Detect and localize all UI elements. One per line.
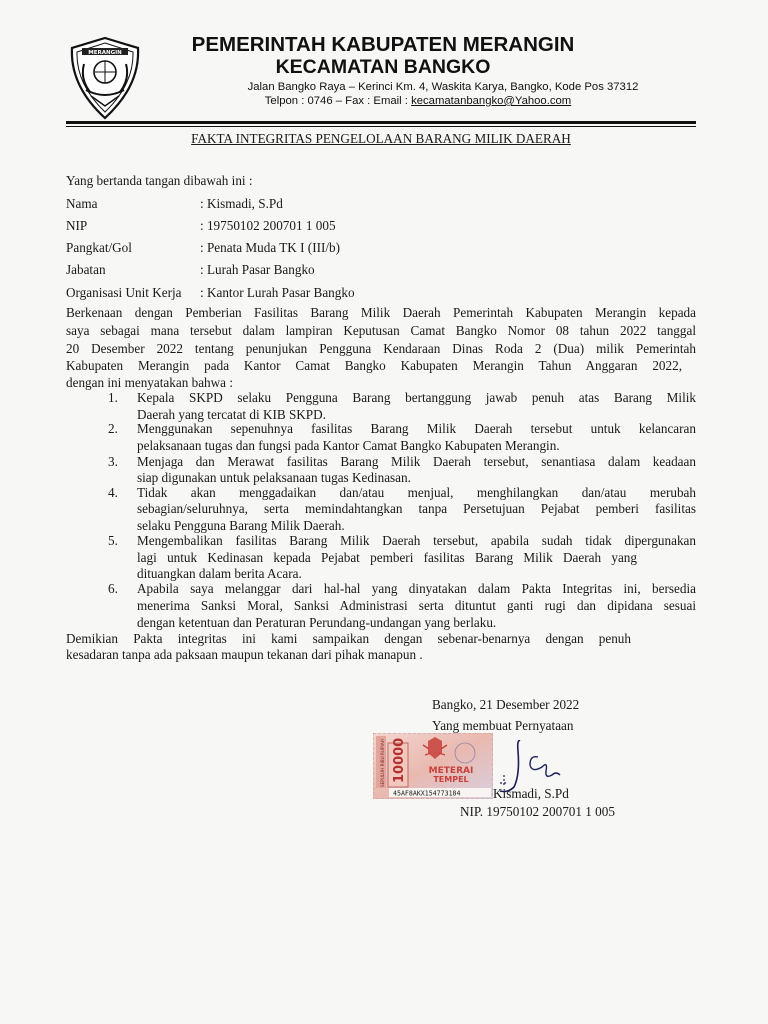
list-item-line: lagi untuk Kedinasan kepada Pejabat pemberi fasilitas Barang Milik Daerah yang — [137, 550, 637, 565]
list-number: 2. — [108, 421, 118, 436]
list-item-line: Tidak akan menggadaikan dan/atau menjual, menghilangkan dan/atau merubah — [137, 485, 696, 500]
list-number: 6. — [108, 581, 118, 596]
list-item-line: Kepala SKPD selaku Pengguna Barang bertanggung jawab penuh atas Barang Milik — [137, 390, 696, 405]
paragraph-line: Berkenaan dengan Pemberian Fasilitas Barang Milik Daerah Pemerintah Kabupaten Merangin kepada — [66, 305, 696, 320]
list-item-line: pelaksanaan tugas dan fungsi pada Kantor Camat Bangko Kabupaten Merangin. — [137, 438, 560, 453]
list-number: 3. — [108, 454, 118, 469]
field-value: : Kismadi, S.Pd — [200, 196, 283, 211]
letterhead-divider-thick — [66, 121, 696, 124]
signature-role: Yang membuat Pernyataan — [432, 718, 574, 733]
stamp-serial: 45AF8AKX154773184 — [393, 789, 461, 798]
closing-line: kesadaran tanpa ada paksaan maupun tekanan dari pihak manapun . — [66, 647, 423, 662]
document-title: FAKTA INTEGRITAS PENGELOLAAN BARANG MILIK DAERAH — [191, 131, 571, 146]
list-item-line: dengan ketentuan dan Peraturan Perundang-undangan yang berlaku. — [137, 615, 497, 630]
logo-text: MERANGIN — [88, 50, 122, 56]
field-value: : Kantor Lurah Pasar Bangko — [200, 285, 355, 300]
list-item-line: Daerah yang tercatat di KIB SKPD. — [137, 407, 326, 422]
stamp-label-1: METERAI — [428, 766, 474, 776]
letterhead-divider-thin — [66, 126, 696, 127]
stamp-value: 10000 — [392, 737, 407, 783]
list-item-line: selaku Pengguna Barang Milik Daerah. — [137, 518, 345, 533]
list-item-line: sebagian/seluruhnya, serta memindahtangkan tanpa Persetujuan Pejabat pemberi fasilitas — [137, 501, 696, 516]
field-value: : Penata Muda TK I (III/b) — [200, 240, 341, 255]
letterhead-phone: Telpon : 0746 – Fax : Email : — [264, 95, 412, 107]
signatory-nip: NIP. 19750102 200701 1 005 — [460, 804, 615, 819]
closing-line: Demikian Pakta integritas ini kami sampaikan dengan sebenar-benarnya dengan penuh — [66, 631, 631, 646]
stamp-vertical-text: SEPULUH RIBU RUPIAH — [380, 739, 385, 787]
duty-stamp-icon — [373, 733, 493, 799]
stamp-label-2: TEMPEL — [433, 775, 469, 784]
letterhead-government-name: PEMERINTAH KABUPATEN MERANGIN — [191, 33, 575, 56]
paragraph-line: dengan ini menyatakan bahwa : — [66, 375, 233, 390]
letterhead-address: Jalan Bangko Raya – Kerinci Km. 4, Waskita Karya, Bangko, Kode Pos 37312 — [247, 81, 639, 93]
regency-coat-of-arms-icon — [66, 34, 144, 122]
list-item-line: Mengembalikan fasilitas Barang Milik Daerah tersebut, apabila sudah tidak dipergunakan — [137, 533, 696, 548]
paragraph-line: 20 Desember 2022 tentang penunjukan Pengguna Kendaraan Dinas Roda 2 (Dua) milik Pemerintah — [66, 341, 696, 356]
field-label: Organisasi Unit Kerja — [66, 285, 182, 300]
paragraph-line: Kabupaten Merangin pada Kantor Camat Bangko Kabupaten Merangin Tahun Anggaran 2022, — [66, 358, 682, 373]
letterhead-contact — [140, 95, 696, 107]
list-item-line: Menjaga dan Merawat fasilitas Barang Milik Daerah tersebut, senantiasa dalam keadaan — [137, 454, 696, 469]
list-number: 1. — [108, 390, 118, 405]
list-item-line: siap digunakan untuk pelaksanaan tugas Kedinasan. — [137, 470, 411, 485]
list-number: 5. — [108, 533, 118, 548]
list-item-line: menerima Sanksi Moral, Sanksi Administrasi serta dituntut ganti rugi dan dipidana sesuai — [137, 598, 696, 613]
field-label: Nama — [66, 196, 98, 211]
list-item-line: dituangkan dalam berita Acara. — [137, 566, 302, 581]
field-value: : 19750102 200701 1 005 — [200, 218, 336, 233]
list-number: 4. — [108, 485, 118, 500]
letterhead-email-link[interactable]: kecamatanbangko@Yahoo.com — [411, 95, 572, 107]
field-label: Jabatan — [66, 262, 106, 277]
signature-place-date: Bangko, 21 Desember 2022 — [432, 697, 580, 712]
letterhead-district-name: KECAMATAN BANGKO — [275, 56, 491, 78]
signatory-name: Kismadi, S.Pd — [493, 786, 569, 801]
list-item-line: Menggunakan sepenuhnya fasilitas Barang Milik Daerah tersebut untuk kelancaran — [137, 421, 696, 436]
field-value: : Lurah Pasar Bangko — [200, 262, 315, 277]
paragraph-line: saya sebagai mana tersebut dalam lampiran Keputusan Camat Bangko Nomor 08 tahun 2022 tanggal — [66, 323, 696, 338]
list-item-line: Apabila saya melanggar dari hal-hal yang dinyatakan dalam Pakta Integritas ini, bersedia — [137, 581, 696, 596]
field-label: Pangkat/Gol — [66, 240, 132, 255]
intro-text: Yang bertanda tangan dibawah ini : — [66, 173, 253, 188]
field-label: NIP — [66, 218, 88, 233]
